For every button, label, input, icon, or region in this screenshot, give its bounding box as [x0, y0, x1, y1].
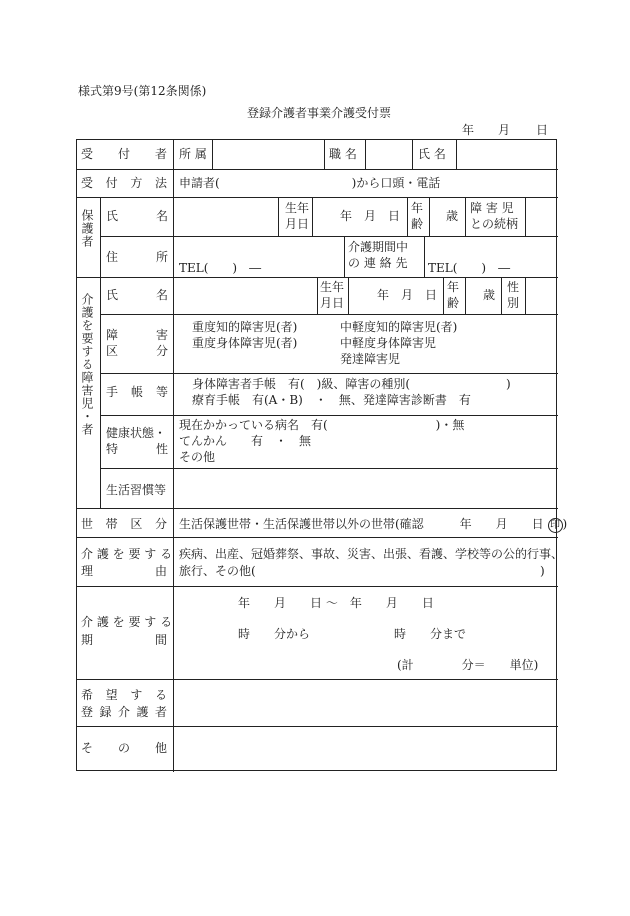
row-line — [100, 314, 558, 315]
col-line — [429, 197, 430, 236]
col-line — [424, 236, 425, 277]
col-line — [443, 277, 444, 314]
row-line — [77, 679, 558, 680]
col-line — [278, 197, 279, 236]
reason-line-1: 疾病、出産、冠婚葬祭、事故、災害、出張、看護、学校等の公的行事、 — [179, 547, 564, 561]
col-line — [212, 140, 213, 169]
guardian-birth-label-1: 生年 — [285, 201, 310, 215]
child-birth-label-2: 月日 — [320, 296, 345, 310]
seal-mark: 印 — [548, 518, 563, 533]
household-label: 世 帯 区 分 — [81, 517, 167, 531]
col-line — [465, 197, 466, 236]
disability-label-1: 障 害 — [106, 328, 168, 342]
position-label: 職 名 — [329, 147, 357, 161]
col-line — [525, 277, 526, 314]
col-line — [100, 197, 101, 277]
health-label-1: 健康状態・ — [106, 426, 167, 440]
guardian-relation-label-1: 障 害 児 — [470, 201, 514, 215]
col-line — [501, 277, 502, 314]
disability-option: 重度知的障害児(者) — [192, 320, 298, 334]
guardian-group-label: 保護者 — [80, 209, 94, 248]
handbook-line-2: 療育手帳 有(A・B) ・ 無、発達障害診断書 有 — [192, 393, 471, 407]
col-line — [525, 197, 526, 236]
row-line — [77, 726, 558, 727]
guardian-relation-label-2: との続柄 — [470, 217, 519, 231]
disability-option: 中軽度知的障害児(者) — [340, 320, 458, 334]
disability-option: 重度身体障害児(者) — [192, 336, 298, 350]
health-line-2: てんかん 有 ・ 無 — [179, 434, 312, 448]
period-line-1: 年 月 日 〜 年 月 日 — [238, 596, 434, 610]
desired-label-1: 希 望 す る — [81, 688, 167, 702]
health-line-3: その他 — [179, 450, 216, 464]
period-label-2: 期 間 — [81, 633, 167, 647]
guardian-birth-label-2: 月日 — [285, 217, 310, 231]
affiliation-label: 所 属 — [179, 147, 207, 161]
child-age-label-2: 齢 — [447, 296, 460, 310]
guardian-age-label-2: 齢 — [411, 217, 424, 231]
form-number: 様式第9号(第12条関係) — [78, 84, 207, 98]
col-line — [412, 140, 413, 169]
col-line — [456, 140, 457, 169]
name-label: 氏 名 — [418, 147, 446, 161]
col-line — [312, 197, 313, 236]
handbook-line-1: 身体障害者手帳 有( )級、障害の種別( ) — [192, 377, 511, 391]
handbook-label: 手 帳 等 — [106, 385, 168, 399]
child-age-label-1: 年 — [447, 280, 460, 294]
col-line — [324, 140, 325, 169]
disability-option: 発達障害児 — [340, 352, 401, 366]
child-sex-label-1: 性 — [507, 280, 520, 294]
other-label: そ の 他 — [81, 741, 167, 755]
date-year: 年 — [462, 123, 475, 137]
date-month: 月 — [498, 123, 511, 137]
guardian-contact-tel: TEL( ) ― — [428, 261, 511, 275]
household-close: ) — [562, 517, 568, 531]
guardian-address-label: 住 所 — [106, 250, 168, 264]
receipt-label: 受 付 者 — [81, 147, 167, 161]
col-line — [100, 277, 101, 508]
guardian-age-label-1: 年 — [411, 201, 424, 215]
col-line — [344, 236, 345, 277]
health-label-2: 特 性 — [106, 442, 168, 456]
child-group-label: 介護を要する障害児・者 — [80, 293, 94, 436]
method-value: 申請者( )から口頭・電話 — [179, 176, 441, 190]
period-line-3: (計 分＝ 単位) — [397, 658, 539, 672]
method-label: 受 付 方 法 — [81, 176, 167, 190]
child-age-unit: 歳 — [483, 288, 496, 302]
period-label-1: 介 護 を 要 す る — [81, 615, 173, 629]
health-line-1: 現在かかっている病名 有( )・無 — [179, 418, 465, 432]
reason-label-1: 介 護 を 要 す る — [81, 547, 173, 561]
row-line — [100, 415, 558, 416]
household-value — [179, 517, 567, 533]
desired-label-2: 登 録 介 護 者 — [81, 705, 167, 719]
guardian-address-tel: TEL( ) ― — [179, 261, 262, 275]
guardian-birth-value: 年 月 日 — [340, 209, 401, 223]
guardian-contact-label-2: の 連 絡 先 — [348, 256, 408, 270]
guardian-age-unit: 歳 — [446, 209, 459, 223]
child-birth-label-1: 生年 — [320, 280, 345, 294]
form-title: 登録介護者事業介護受付票 — [247, 106, 392, 120]
row-line — [77, 169, 558, 170]
col-line — [365, 140, 366, 169]
habits-label: 生活習慣等 — [106, 483, 167, 497]
child-name-label: 氏 名 — [106, 288, 168, 302]
guardian-contact-label-1: 介護期間中 — [348, 240, 409, 254]
reason-line-2-end: ) — [540, 564, 545, 578]
period-line-2: 時 分から 時 分まで — [238, 627, 467, 641]
row-line — [77, 586, 558, 587]
row-line — [100, 468, 558, 469]
col-line — [317, 277, 318, 314]
child-birth-value: 年 月 日 — [377, 288, 438, 302]
col-line — [348, 277, 349, 314]
row-line — [77, 508, 558, 509]
row-line — [77, 197, 558, 198]
reason-line-2: 旅行、その他( — [179, 564, 256, 578]
guardian-name-label: 氏 名 — [106, 209, 168, 223]
col-line — [407, 197, 408, 236]
date-day: 日 — [536, 123, 549, 137]
household-text: 生活保護世帯・生活保護世帯以外の世帯(確認 年 月 日 — [179, 517, 544, 531]
disability-label-2: 区 分 — [106, 344, 168, 358]
reason-label-2: 理 由 — [81, 564, 167, 578]
col-line — [465, 277, 466, 314]
col-line — [173, 140, 174, 772]
row-line — [100, 236, 558, 237]
row-line — [77, 537, 558, 538]
child-sex-label-2: 別 — [507, 296, 520, 310]
row-line — [100, 373, 558, 374]
disability-option: 中軽度身体障害児 — [340, 336, 437, 350]
